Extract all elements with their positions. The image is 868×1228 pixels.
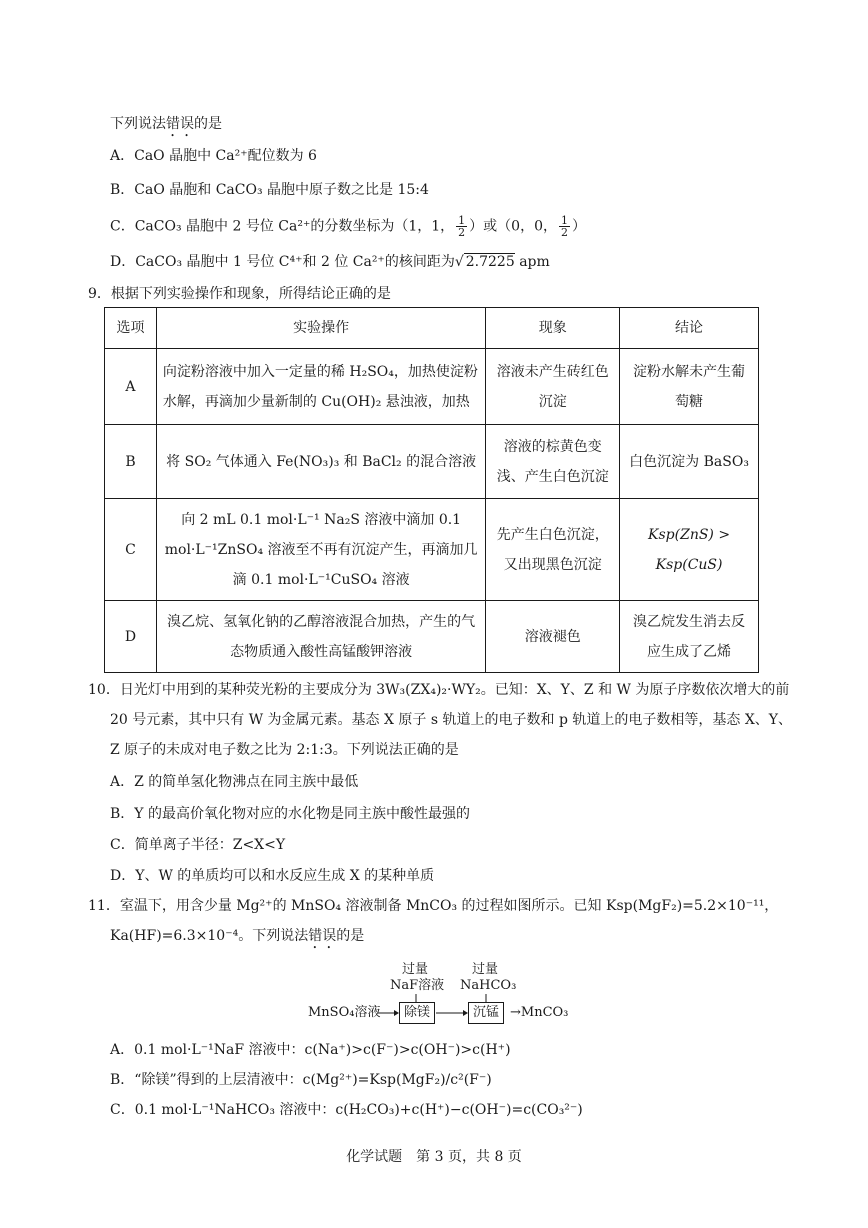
flow-end: →MnCO₃: [510, 1005, 569, 1020]
q11-option-b: B．“除镁”得到的上层清液中：c(Mg²⁺)=Ksp(MgF₂)/c²(F⁻): [110, 1072, 492, 1088]
q10-option-a: A．Z 的简单氢化物沸点在同主族中最低: [110, 774, 359, 790]
q11-option-c: C．0.1 mol·L⁻¹NaHCO₃ 溶液中：c(H₂CO₃)+c(H⁺)−c(OH⁻)=c(CO₃²⁻): [110, 1102, 583, 1118]
q11-option-a: A．0.1 mol·L⁻¹NaF 溶液中：c(Na⁺)>c(F⁻)>c(OH⁻)>c(H⁺): [110, 1042, 511, 1058]
table-header-cell: 选项: [105, 308, 157, 349]
table-cell-option: C: [105, 499, 157, 601]
q10-option-c: C．简单离子半径：Z<X<Y: [110, 837, 286, 853]
table-cell-operation: 向 2 mL 0.1 mol·L⁻¹ Na₂S 溶液中滴加 0.1 mol·L⁻¹ZnSO₄ 溶液至不再有沉淀产生，再滴加几滴 0.1 mol·L⁻¹CuSO₄ 溶液: [156, 499, 485, 601]
table-row: [105, 601, 759, 673]
q8-option-c: C．CaCO₃ 晶胞中 2 号位 Ca²⁺的分数坐标为（1，1， $\frac{1}{2}$ ）或（0，0， $\frac{1}{2}$ ）: [110, 214, 586, 239]
table-cell-option: D: [105, 601, 157, 673]
q11-stem-line-1: 11．室温下，用含少量 Mg²⁺的 MnSO₄ 溶液制备 MnCO₃ 的过程如图所示。已知 Ksp(MgF₂)=5.2×10⁻¹¹，: [88, 898, 779, 914]
sqrt-icon: √: [454, 254, 464, 270]
table-cell-conclusion: 白色沉淀为 BaSO₃: [620, 425, 759, 499]
reagent-1-qualifier: 过量: [402, 962, 429, 977]
q10-option-b: B．Y 的最高价氧化物对应的水化物是同主族中酸性最强的: [110, 806, 470, 822]
table-cell-conclusion: Ksp(ZnS) > Ksp(CuS): [620, 499, 759, 601]
q10-stem-line-2: 20 号元素，其中只有 W 为金属元素。基态 X 原子 s 轨道上的电子数和 p 轨道上的电子数相等，基态 X、Y、: [110, 712, 793, 728]
flow-start: MnSO₄溶液: [308, 1005, 381, 1020]
q10-stem-line-3: Z 原子的未成对电子数之比为 2:1:3。下列说法正确的是: [110, 742, 459, 758]
table-header-cell: 实验操作: [156, 308, 485, 349]
reagent-1-label: NaF溶液: [390, 978, 445, 993]
table-cell-option: B: [105, 425, 157, 499]
table-cell-phenomenon: 先产生白色沉淀，又出现黑色沉淀: [486, 499, 620, 601]
table-cell-phenomenon: 溶液褪色: [486, 601, 620, 673]
table-cell-conclusion: 溴乙烷发生消去反应生成了乙烯: [620, 601, 759, 673]
table-header-cell: 结论: [620, 308, 759, 349]
q11-stem-line-2: Ka(HF)=6.3×10⁻⁴。下列说法错误的是: [110, 928, 365, 944]
q8-option-a: A．CaO 晶胞中 Ca²⁺配位数为 6: [110, 148, 317, 164]
q9-stem: 9．根据下列实验操作和现象，所得结论正确的是: [88, 286, 391, 302]
table-row: [105, 499, 759, 601]
q10-stem-line-1: 10．日光灯中用到的某种荧光粉的主要成分为 3W₃(ZX₄)₂·WY₂。已知：X、Y、Z 和 W 为原子序数依次增大的前: [88, 682, 790, 698]
reagent-2-label: NaHCO₃: [460, 978, 517, 993]
reagent-2-qualifier: 过量: [472, 962, 499, 977]
table-row: [105, 349, 759, 425]
table-cell-phenomenon: 溶液未产生砖红色沉淀: [486, 349, 620, 425]
fraction-half: $\frac{1}{2}$: [458, 214, 466, 239]
table-cell-option: A: [105, 349, 157, 425]
experiment-table: [104, 307, 759, 673]
step-remove-magnesium: 除镁: [399, 1002, 435, 1024]
q8-option-d: D．CaCO₃ 晶胞中 1 号位 C⁴⁺和 2 位 Ca²⁺的核间距为√ 2.7225 apm: [110, 254, 550, 270]
step-precipitate-manganese: 沉锰: [468, 1002, 504, 1024]
table-cell-conclusion: 淀粉水解未产生葡萄糖: [620, 349, 759, 425]
table-row: [105, 425, 759, 499]
fraction-half: $\frac{1}{2}$: [560, 214, 568, 239]
q10-option-d: D．Y、W 的单质均可以和水反应生成 X 的某种单质: [110, 868, 435, 884]
table-header-row: [105, 308, 759, 349]
table-header-cell: 现象: [486, 308, 620, 349]
table-cell-operation: 溴乙烷、氢氧化钠的乙醇溶液混合加热，产生的气态物质通入酸性高锰酸钾溶液: [156, 601, 485, 673]
table-cell-operation: 将 SO₂ 气体通入 Fe(NO₃)₃ 和 BaCl₂ 的混合溶液: [156, 425, 485, 499]
q8-stem: 下列说法错误的是: [110, 116, 222, 132]
table-cell-phenomenon: 溶液的棕黄色变浅、产生白色沉淀: [486, 425, 620, 499]
table-cell-operation: 向淀粉溶液中加入一定量的稀 H₂SO₄，加热使淀粉水解，再滴加少量新制的 Cu(OH)₂ 悬浊液，加热: [156, 349, 485, 425]
process-flow-diagram: [300, 960, 600, 1030]
page-footer: 化学试题 第 3 页，共 8 页: [346, 1149, 522, 1165]
q8-option-b: B．CaO 晶胞和 CaCO₃ 晶胞中原子数之比是 15:4: [110, 182, 429, 198]
